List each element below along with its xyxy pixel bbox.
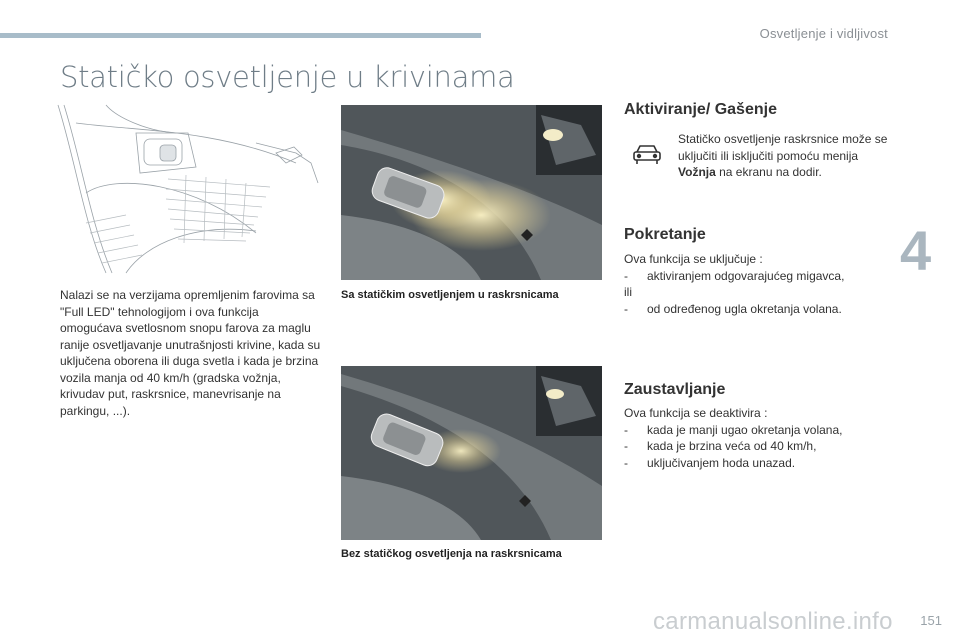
intro-paragraph: Nalazi se na verzijama opremljenim farovima sa "Full LED" tehnologijom i ova funkcija omogućava svetlosnom snopu farova za maglu ranije osvetljavanje unutrašnjosti krivine, kada su uključena oborena ili duga svetla i kada je brzina vozila manja od 40 km/h (gradska vožnja, krivudav put, raskrsnice, manevrisanje na parkingu, ...).: [60, 288, 321, 418]
start-or: ili: [624, 285, 632, 299]
caption-without-static-lighting: Bez statičkog osvetljenja na raskrsnicama: [341, 548, 562, 560]
list-item: - kada je manji ugao okretanja volana,: [624, 422, 843, 437]
list-item: - kada je brzina veća od 40 km/h,: [624, 439, 817, 453]
watermark: carmanualsonline.info: [653, 608, 893, 635]
list-item: - aktiviranjem odgovarajućeg migavca,: [624, 268, 845, 283]
activation-heading: Aktiviranje/ Gašenje: [624, 101, 777, 118]
caption-with-static-lighting: Sa statičkim osvetljenjem u raskrsnicama: [341, 289, 559, 301]
page-number: 151: [920, 613, 942, 628]
fog-lamp-illustration: [56, 103, 320, 275]
chapter-number: 4: [900, 219, 932, 282]
page-title: Statičko osvetljenje u krivinama: [60, 60, 515, 94]
section-title: Osvetljenje i vidljivost: [759, 26, 888, 41]
start-heading: Pokretanje: [624, 226, 706, 243]
photo-without-static-lighting: [341, 366, 602, 540]
stop-block: [624, 405, 884, 471]
photo-with-static-lighting: [341, 105, 602, 280]
start-intro: Ova funkcija se uključuje :: [624, 252, 763, 266]
header-bar: [0, 33, 481, 38]
start-block: [624, 251, 884, 317]
stop-intro: Ova funkcija se deaktivira :: [624, 406, 768, 420]
stop-heading: Zaustavljanje: [624, 381, 726, 398]
car-icon: [631, 142, 663, 166]
list-item: - uključivanjem hoda unazad.: [624, 455, 796, 470]
activation-text: Statičko osvetljenje raskrsnice može se uključiti ili isključiti pomoću menija Vožnja na ekranu na dodir.: [678, 132, 888, 179]
list-item: - od određenog ugla okretanja volana.: [624, 301, 842, 316]
